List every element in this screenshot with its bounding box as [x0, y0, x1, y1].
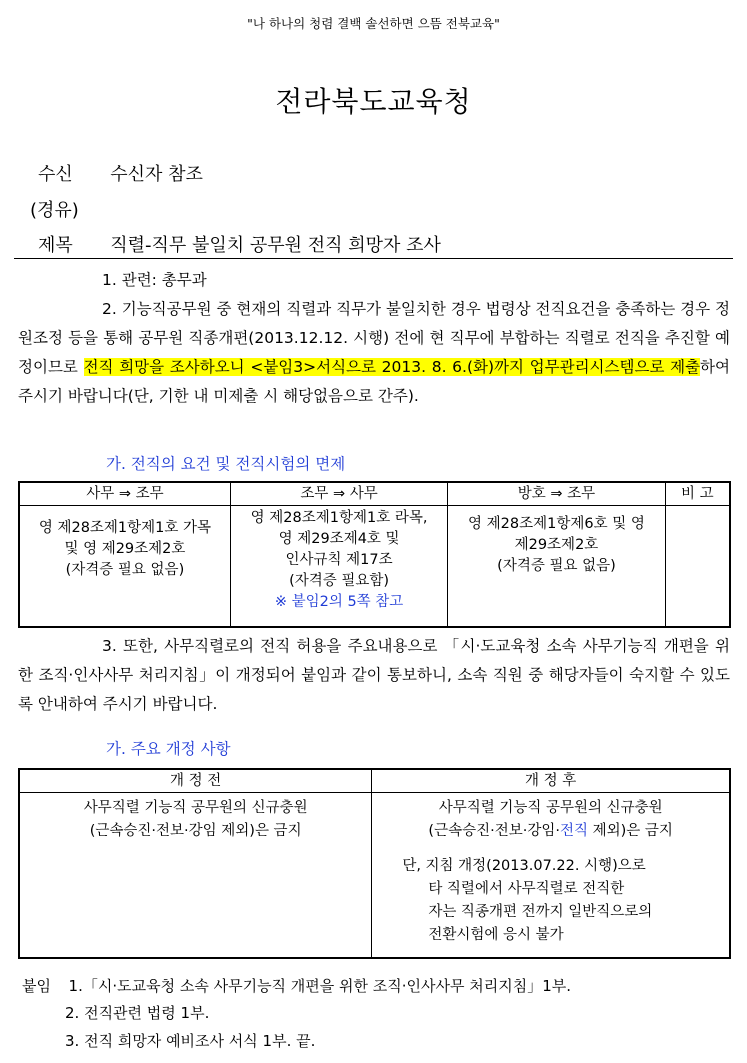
cell-line: 인사규칙 제17조: [285, 552, 393, 568]
attachment-item: 2. 전직관련 법령 1부.: [65, 1004, 210, 1022]
cell-line: [372, 820, 729, 843]
cell-line: 단, 지침 개정(2013.07.22. 시행)으로: [402, 858, 646, 874]
recipient-label: 수신: [38, 164, 73, 185]
table-cell-after: [372, 793, 730, 959]
recipient-row: [38, 160, 203, 186]
attachment-item: 3. 전직 희망자 예비조사 서식 1부. 끝.: [65, 1032, 316, 1050]
table-cell-remarks: [665, 506, 730, 628]
organization-title: 전라북도교육청: [275, 85, 472, 118]
item-2-text-b: 하여 주시기 바랍니다(단, 기한 내 미제출 시 해당없음으로 간주).: [18, 358, 730, 405]
recipient-value: 수신자 참조: [110, 164, 203, 185]
cell-line: 전환시험에 응시 불가: [428, 927, 564, 943]
table-cell-assistant-to-clerk: [230, 506, 447, 628]
item-1: 1. 관련: 총무과: [102, 271, 207, 289]
cell-line: 영 제28조제1항제1호 라목,: [250, 510, 428, 526]
cell-note: ※ 붙임2의 5쪽 참고: [274, 594, 404, 610]
cell-line: 타 직렬에서 사무직렬로 전직한: [428, 881, 625, 897]
item-2-text-a: 2. 기능직공무원 중 현재의 직렬과 직무가 불일치한 경우 법령상 전직요건을 충족하는 경우 정원조정 등을 통해 공무원 직종개편(2013.12.12. 시행) 전에 현 직무에 부합하는 직렬로 전직을 추진할 예정이므로: [18, 300, 730, 376]
revision-table: [18, 768, 731, 959]
cell-line: (근속승진·전보·강임 제외)은 금지: [89, 823, 302, 839]
cell-line: 영 제28조제1항제6호 및 영: [468, 516, 645, 532]
cell-line: 및 영 제29조제2호: [64, 541, 186, 557]
table-header-cell: 개 정 전: [19, 769, 372, 793]
table-header-cell: 비 고: [665, 482, 730, 506]
table-header-cell: 개 정 후: [372, 769, 730, 793]
cell-text-highlight: 전직: [559, 823, 588, 839]
motto-text: "나 하나의 청렴 결백 솔선하면 으뜸 전북교육": [247, 16, 500, 31]
cell-text: 제외)은 금지: [587, 823, 673, 839]
cell-line: (자격증 필요 없음): [65, 562, 185, 578]
cell-line: (자격증 필요함): [289, 573, 390, 589]
subject-row: [38, 231, 441, 257]
cell-line: 영 제28조제1항제1호 가목: [38, 520, 212, 536]
cell-line: 사무직렬 기능직 공무원의 신규충원: [83, 800, 308, 816]
table-header-cell: 방호 ⇒ 조무: [448, 482, 665, 506]
cell-line: (자격증 필요 없음): [497, 558, 616, 574]
subject-label: 제목: [38, 235, 73, 256]
item-2: [18, 295, 730, 411]
attachment-label: 붙임: [22, 977, 51, 995]
cell-line: 제29조제2호: [514, 537, 599, 553]
table-header-cell: 사무 ⇒ 조무: [19, 482, 230, 506]
attachment-row-1: [22, 975, 571, 996]
table-header-row: [19, 769, 730, 793]
header-divider: [14, 258, 733, 259]
via-label: (경유): [30, 200, 79, 221]
cell-line: 영 제29조제4호 및: [278, 531, 400, 547]
item-3: 3. 또한, 사무직렬로의 전직 허용을 주요내용으로 「시·도교육청 소속 사무기능직 개편을 위한 조직·인사사무 처리지침」이 개정되어 붙임과 같이 통보하니, 소속 직원 중 해당자들이 숙지할 수 있도록 안내하여 주시기 바랍니다.: [18, 637, 730, 713]
requirements-table: [18, 481, 731, 628]
table-cell-guard-to-assistant: [448, 506, 665, 628]
table-row: [19, 793, 730, 959]
cell-line: 자는 직종개편 전까지 일반직으로의: [428, 904, 653, 920]
table-header-cell: 조무 ⇒ 사무: [230, 482, 447, 506]
subsection-title-requirements: 가. 전직의 요건 및 전직시험의 면제: [106, 455, 346, 473]
table-header-row: [19, 482, 730, 506]
item-2-highlight: 전직 희망을 조사하오니 <붙임3>서식으로 2013. 8. 6.(화)까지 업무관리시스템으로 제출: [83, 358, 701, 376]
table-cell-clerk-to-assistant: [19, 506, 230, 628]
subject-value: 직렬-직무 불일치 공무원 전직 희망자 조사: [110, 235, 441, 256]
attachment-item: 1.「시·도교육청 소속 사무기능직 개편을 위한 조직·인사사무 처리지침」1부.: [68, 977, 572, 995]
table-cell-before: [19, 793, 372, 959]
cell-line: 사무직렬 기능직 공무원의 신규충원: [438, 800, 663, 816]
table-row: [19, 506, 730, 628]
cell-text: (근속승진·전보·강임·: [428, 823, 560, 839]
subsection-title-revisions: 가. 주요 개정 사항: [106, 740, 231, 758]
